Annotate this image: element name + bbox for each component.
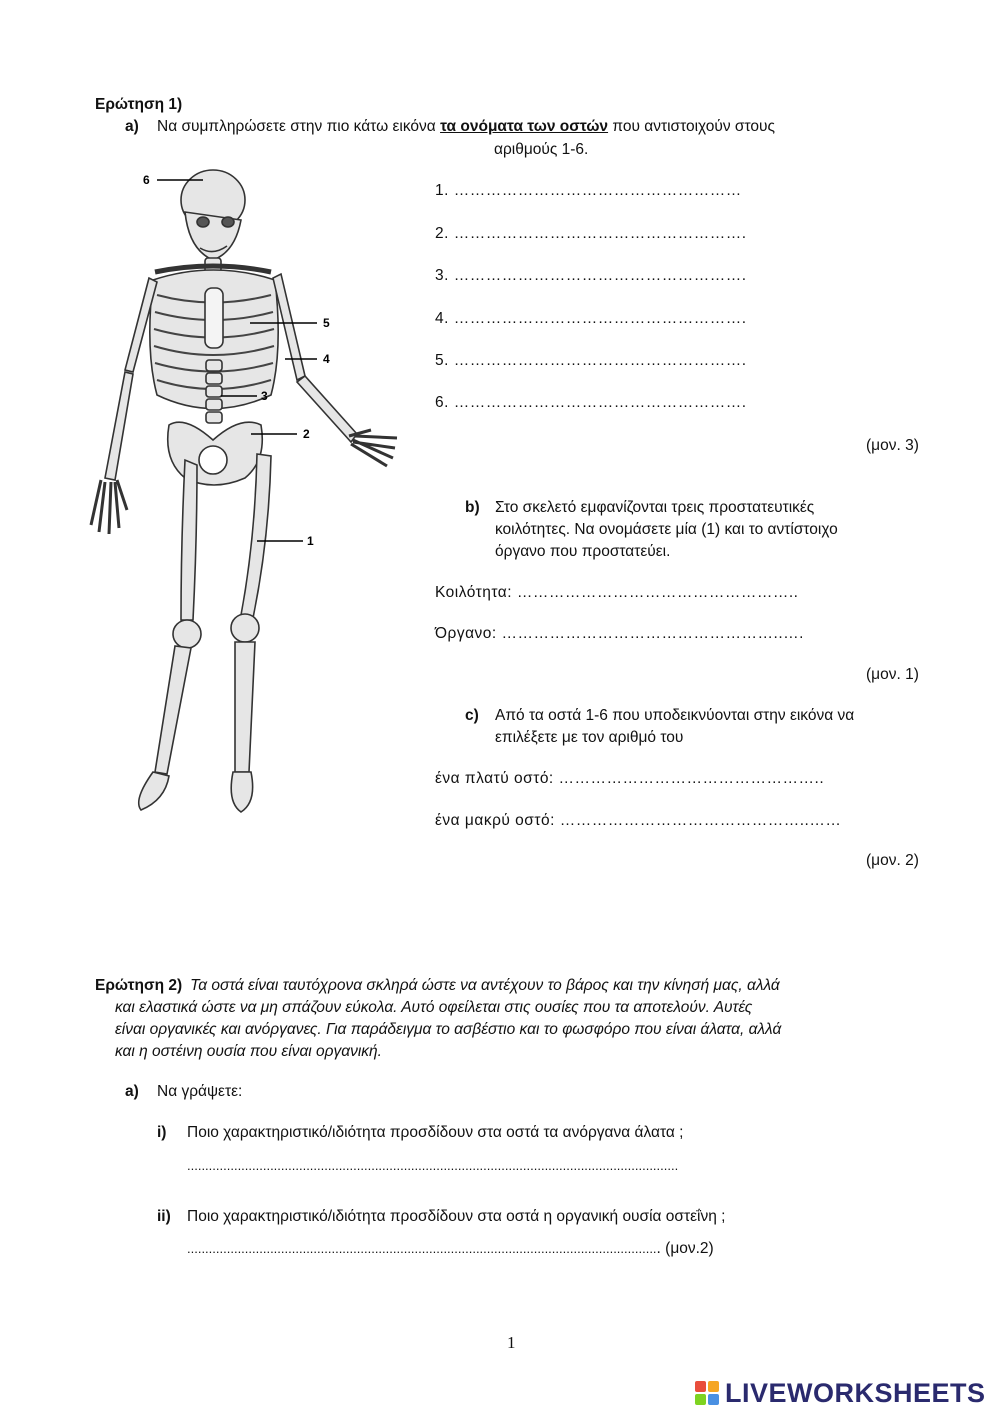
- part-a-emphasis: τα ονόματα των οστών: [440, 118, 609, 135]
- answer-line-1[interactable]: 1. ………………………………………………: [435, 182, 742, 199]
- left-foot: [139, 772, 169, 810]
- part-a-instruction-line2: αριθμούς 1-6.: [494, 141, 589, 158]
- q2-i-answer[interactable]: ........................................................................................................................................: [187, 1158, 679, 1173]
- part-b-line2: κοιλότητες. Να ονομάσετε μία (1) και το αντίστοιχο: [495, 521, 838, 538]
- part-b-letter: b): [465, 499, 480, 516]
- part-a-text-before: Να συμπληρώσετε στην πιο κάτω εικόνα: [157, 118, 441, 135]
- part-a-marks: (μον. 3): [866, 437, 919, 454]
- part-a-letter: a): [125, 118, 139, 135]
- question-2-title: Ερώτηση 2): [95, 977, 183, 994]
- bone-label-6: 6: [143, 173, 150, 187]
- intro-line-1: Τα οστά είναι ταυτόχρονα σκληρά ώστε να αντέχουν το βάρος και την κίνησή μας, αλλά: [190, 977, 780, 994]
- bone-label-4: 4: [323, 352, 330, 366]
- q2-ii-answer-row: [187, 1240, 714, 1258]
- q2-part-a-letter: a): [125, 1083, 139, 1100]
- right-tibia: [235, 642, 255, 772]
- q2-ii-marks: . (μον.2): [656, 1240, 714, 1257]
- organ-answer[interactable]: Όργανο: ……………………………………………..….: [435, 625, 804, 642]
- long-bone-answer[interactable]: ένα μακρύ οστό: ………………………………………..……: [435, 812, 842, 829]
- part-c-marks: (μον. 2): [866, 852, 919, 869]
- bone-label-1: 1: [307, 534, 314, 548]
- intro-line-2: και ελαστικά ώστε να μη σπάζουν εύκολα. Αυτό οφείλεται στις ουσίες που τα αποτελούν. Αυτές: [115, 999, 753, 1016]
- part-b-marks: (μον. 1): [866, 666, 919, 683]
- answer-line-4[interactable]: 4. ……………………………………………….: [435, 310, 747, 327]
- flat-bone-answer[interactable]: ένα πλατύ οστό: …………………………………………..: [435, 770, 825, 787]
- q2-ii-text: Ποιο χαρακτηριστικό/ιδιότητα προσδίδουν στα οστά η οργανική ουσία οστεΐνη ;: [187, 1208, 726, 1225]
- part-b-line3: όργανο που προστατεύει.: [495, 543, 671, 560]
- answer-line-3[interactable]: 3. ……………………………………………….: [435, 267, 747, 284]
- cavity-answer[interactable]: Κοιλότητα: ……………………………………………..: [435, 584, 799, 601]
- left-tibia: [155, 646, 191, 774]
- sternum: [205, 288, 223, 348]
- q2-i-text: Ποιο χαρακτηριστικό/ιδιότητα προσδίδουν στα οστά τα ανόργανα άλατα ;: [187, 1124, 684, 1141]
- bone-label-5: 5: [323, 316, 330, 330]
- answer-line-6[interactable]: 6. ……………………………………………….: [435, 394, 747, 411]
- part-c-line1: Από τα οστά 1-6 που υποδεικνύονται στην εικόνα να: [495, 707, 855, 724]
- q2-i-label: i): [157, 1124, 167, 1141]
- right-hand: [349, 430, 397, 466]
- q2-ii-answer[interactable]: ..................................................................................................................................: [187, 1241, 657, 1256]
- part-a-instruction: [157, 118, 775, 136]
- question-2-intro: [95, 975, 930, 1063]
- q2-part-a-text: Να γράψετε:: [157, 1083, 243, 1100]
- question-1-title: Ερώτηση 1): [95, 96, 183, 113]
- liveworksheets-logo: [695, 1378, 986, 1408]
- right-foot: [231, 772, 252, 812]
- skeleton-illustration: [85, 160, 415, 830]
- part-b-line1: Στο σκελετό εμφανίζονται τρεις προστατευτικές: [495, 499, 815, 516]
- q2-ii-label: ii): [157, 1208, 171, 1225]
- page-number: 1: [507, 1333, 516, 1352]
- bone-label-3: 3: [261, 389, 268, 403]
- part-c-letter: c): [465, 707, 479, 724]
- left-hand: [91, 480, 127, 534]
- liveworksheets-wordmark: LIVEWORKSHEETS: [725, 1377, 986, 1408]
- answer-line-2[interactable]: 2. ……………………………………………….: [435, 225, 747, 242]
- part-c-line2: επιλέξετε με τον αριθμό του: [495, 729, 684, 746]
- spine: [206, 360, 222, 423]
- part-a-text-after: που αντιστοιχούν στους: [608, 118, 775, 135]
- intro-line-3: είναι οργανικές και ανόργανες. Για παράδειγμα το ασβέστιο και το φωσφόρο που είναι άλατα, αλλά: [115, 1021, 782, 1038]
- liveworksheets-logo-icon: [695, 1381, 719, 1405]
- left-forearm: [105, 372, 133, 480]
- answer-line-5[interactable]: 5. ……………………………………………….: [435, 352, 747, 369]
- left-femur: [181, 460, 197, 620]
- intro-line-4: και η οστέινη ουσία που είναι οργανική.: [115, 1043, 382, 1060]
- bone-label-2: 2: [303, 427, 310, 441]
